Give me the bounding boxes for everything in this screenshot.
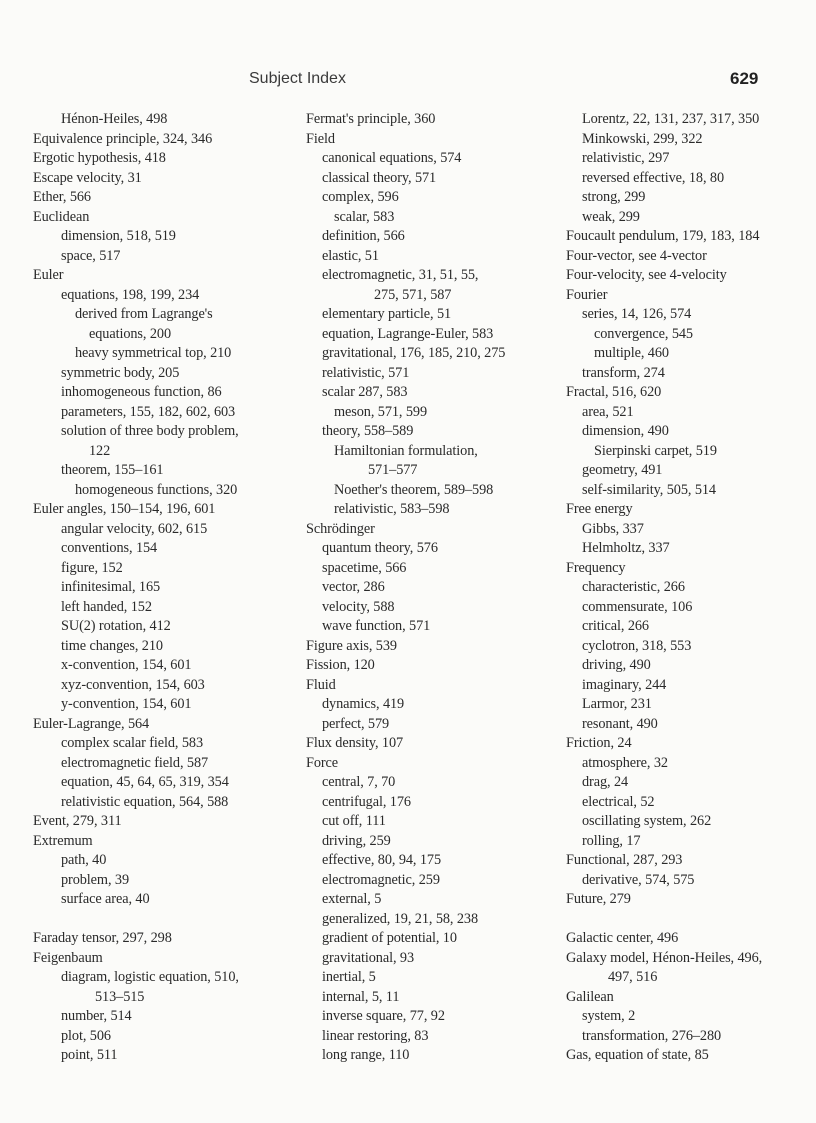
index-subentry: vector, 286 bbox=[322, 579, 385, 595]
index-subentry: conventions, 154 bbox=[61, 540, 158, 556]
section-gap bbox=[566, 910, 812, 930]
index-subentry: centrifugal, 176 bbox=[322, 793, 411, 810]
index-subentry: dimension, 518, 519 bbox=[61, 228, 176, 244]
index-subentry: parameters, 155, 182, 602, 603 bbox=[61, 403, 236, 420]
index-subentry: inhomogeneous function, 86 bbox=[61, 384, 222, 400]
index-subentry: canonical equations, 574 bbox=[322, 150, 462, 166]
running-header-title: Subject Index bbox=[249, 70, 346, 87]
index-entry: Fission, 120 bbox=[306, 657, 375, 673]
index-subentry: electromagnetic, 31, 51, 55, bbox=[322, 267, 479, 283]
index-subentry: number, 514 bbox=[61, 1008, 132, 1024]
index-subentry: 275, 571, 587 bbox=[374, 286, 452, 303]
index-entry: Euler angles, 150–154, 196, 601 bbox=[33, 501, 216, 517]
index-subentry: relativistic, 571 bbox=[322, 364, 410, 381]
index-subentry: complex, 596 bbox=[322, 189, 399, 205]
index-subentry: commensurate, 106 bbox=[582, 598, 693, 615]
index-entry: Galactic center, 496 bbox=[566, 930, 679, 946]
index-subentry: cut off, 111 bbox=[322, 813, 386, 829]
index-subentry: x-convention, 154, 601 bbox=[61, 657, 192, 673]
index-subentry: internal, 5, 11 bbox=[322, 988, 400, 1005]
index-entry: Galaxy model, Hénon-Heiles, 496, bbox=[566, 949, 763, 966]
index-subentry: homogeneous functions, 320 bbox=[75, 481, 238, 498]
index-column-1 bbox=[33, 110, 291, 1066]
index-entry: Schrödinger bbox=[306, 520, 375, 537]
index-subentry: Hénon-Heiles, 498 bbox=[61, 111, 168, 127]
index-entry: Fermat's principle, 360 bbox=[306, 111, 436, 127]
index-subentry: surface area, 40 bbox=[61, 891, 150, 907]
index-subentry: elementary particle, 51 bbox=[322, 306, 452, 322]
index-subentry: Sierpinski carpet, 519 bbox=[594, 442, 717, 459]
index-subentry: characteristic, 266 bbox=[582, 579, 685, 595]
index-entry: Equivalence principle, 324, 346 bbox=[33, 130, 213, 147]
index-subentry: driving, 490 bbox=[582, 657, 651, 673]
index-subentry: infinitesimal, 165 bbox=[61, 579, 161, 595]
index-subentry: space, 517 bbox=[61, 247, 121, 264]
index-subentry: path, 40 bbox=[61, 852, 107, 868]
index-entry: Ether, 566 bbox=[33, 189, 91, 205]
index-subentry: theorem, 155–161 bbox=[61, 462, 164, 478]
index-subentry: scalar, 583 bbox=[334, 208, 395, 225]
index-entry: Fluid bbox=[306, 676, 336, 693]
index-subentry: point, 511 bbox=[61, 1047, 118, 1063]
index-entry: Euler-Lagrange, 564 bbox=[33, 715, 150, 732]
index-subentry: effective, 80, 94, 175 bbox=[322, 852, 442, 868]
index-subentry: system, 2 bbox=[582, 1008, 636, 1024]
index-subentry: rolling, 17 bbox=[582, 832, 641, 849]
index-subentry: dynamics, 419 bbox=[322, 696, 405, 712]
index-subentry: velocity, 588 bbox=[322, 598, 395, 615]
index-subentry: generalized, 19, 21, 58, 238 bbox=[322, 910, 479, 927]
index-entry: Force bbox=[306, 754, 339, 771]
index-subentry: Helmholtz, 337 bbox=[582, 540, 670, 556]
index-subentry: 513–515 bbox=[95, 988, 145, 1005]
index-subentry: external, 5 bbox=[322, 891, 382, 907]
section-gap bbox=[33, 910, 291, 930]
index-subentry: reversed effective, 18, 80 bbox=[582, 169, 725, 186]
index-entry: Functional, 287, 293 bbox=[566, 852, 683, 868]
index-subentry: y-convention, 154, 601 bbox=[61, 696, 192, 712]
index-subentry: Larmor, 231 bbox=[582, 696, 652, 712]
index-subentry: relativistic equation, 564, 588 bbox=[61, 793, 229, 810]
index-subentry: convergence, 545 bbox=[594, 325, 693, 342]
index-subentry: imaginary, 244 bbox=[582, 676, 667, 693]
index-subentry: xyz-convention, 154, 603 bbox=[61, 676, 205, 693]
index-subentry: derivative, 574, 575 bbox=[582, 871, 695, 888]
index-entry: Event, 279, 311 bbox=[33, 813, 122, 829]
index-subentry: derived from Lagrange's bbox=[75, 306, 213, 322]
index-subentry: drag, 24 bbox=[582, 774, 629, 790]
index-subentry: strong, 299 bbox=[582, 189, 646, 205]
index-subentry: dimension, 490 bbox=[582, 423, 669, 439]
index-subentry: theory, 558–589 bbox=[322, 423, 414, 439]
index-subentry: self-similarity, 505, 514 bbox=[582, 481, 716, 498]
index-entry: Feigenbaum bbox=[33, 949, 103, 966]
index-entry: Flux density, 107 bbox=[306, 735, 404, 751]
index-subentry: series, 14, 126, 574 bbox=[582, 306, 692, 322]
index-subentry: central, 7, 70 bbox=[322, 774, 396, 790]
index-subentry: problem, 39 bbox=[61, 871, 129, 888]
index-subentry: plot, 506 bbox=[61, 1027, 111, 1044]
index-entry: Fourier bbox=[566, 286, 608, 303]
index-subentry: definition, 566 bbox=[322, 228, 405, 244]
index-subentry: angular velocity, 602, 615 bbox=[61, 520, 208, 537]
index-entry: Gas, equation of state, 85 bbox=[566, 1047, 709, 1063]
index-subentry: diagram, logistic equation, 510, bbox=[61, 969, 239, 985]
index-subentry: wave function, 571 bbox=[322, 618, 431, 634]
index-subentry: transform, 274 bbox=[582, 364, 665, 381]
index-entry: Ergotic hypothesis, 418 bbox=[33, 150, 166, 166]
index-subentry: relativistic, 583–598 bbox=[334, 501, 450, 517]
index-subentry: meson, 571, 599 bbox=[334, 403, 428, 420]
index-subentry: Minkowski, 299, 322 bbox=[582, 130, 703, 147]
index-subentry: atmosphere, 32 bbox=[582, 754, 668, 771]
index-subentry: 497, 516 bbox=[608, 969, 658, 985]
index-subentry: complex scalar field, 583 bbox=[61, 735, 204, 751]
index-subentry: electromagnetic field, 587 bbox=[61, 754, 209, 771]
index-entry: Escape velocity, 31 bbox=[33, 169, 142, 186]
index-subentry: critical, 266 bbox=[582, 618, 649, 634]
index-subentry: inertial, 5 bbox=[322, 969, 376, 985]
index-subentry: Noether's theorem, 589–598 bbox=[334, 481, 494, 498]
index-subentry: Hamiltonian formulation, bbox=[334, 442, 478, 459]
index-subentry: geometry, 491 bbox=[582, 462, 663, 478]
page-number: 629 bbox=[730, 69, 759, 88]
index-subentry: figure, 152 bbox=[61, 559, 123, 576]
index-subentry: weak, 299 bbox=[582, 208, 640, 225]
index-subentry: 122 bbox=[89, 442, 111, 459]
index-entry: Euclidean bbox=[33, 208, 90, 225]
index-subentry: gradient of potential, 10 bbox=[322, 930, 457, 946]
index-subentry: equations, 198, 199, 234 bbox=[61, 286, 200, 303]
index-subentry: equation, Lagrange-Euler, 583 bbox=[322, 325, 494, 342]
index-subentry: perfect, 579 bbox=[322, 715, 390, 732]
index-subentry: elastic, 51 bbox=[322, 247, 379, 264]
index-subentry: SU(2) rotation, 412 bbox=[61, 618, 171, 634]
index-subentry: heavy symmetrical top, 210 bbox=[75, 345, 232, 361]
index-column-3 bbox=[566, 110, 812, 1066]
index-subentry: electromagnetic, 259 bbox=[322, 871, 440, 888]
index-entry: Figure axis, 539 bbox=[306, 637, 397, 654]
index-subentry: equation, 45, 64, 65, 319, 354 bbox=[61, 774, 229, 790]
index-entry: Field bbox=[306, 130, 335, 147]
index-entry: Future, 279 bbox=[566, 891, 631, 907]
index-subentry: linear restoring, 83 bbox=[322, 1027, 429, 1044]
index-subentry: area, 521 bbox=[582, 403, 634, 420]
index-entry: Friction, 24 bbox=[566, 735, 632, 751]
index-subentry: electrical, 52 bbox=[582, 793, 655, 810]
index-entry: Extremum bbox=[33, 832, 93, 849]
index-entry: Foucault pendulum, 179, 183, 184 bbox=[566, 228, 760, 244]
index-column-2 bbox=[306, 110, 564, 1066]
index-subentry: 571–577 bbox=[368, 462, 418, 478]
index-subentry: equations, 200 bbox=[89, 325, 171, 342]
index-subentry: multiple, 460 bbox=[594, 345, 669, 361]
index-subentry: classical theory, 571 bbox=[322, 169, 437, 186]
index-subentry: time changes, 210 bbox=[61, 637, 163, 654]
index-entry: Four-vector, see 4-vector bbox=[566, 247, 707, 264]
index-entry: Free energy bbox=[566, 501, 633, 517]
index-subentry: Gibbs, 337 bbox=[582, 520, 644, 537]
index-subentry: resonant, 490 bbox=[582, 715, 658, 732]
index-subentry: quantum theory, 576 bbox=[322, 540, 438, 556]
index-subentry: scalar 287, 583 bbox=[322, 384, 408, 400]
index-subentry: gravitational, 93 bbox=[322, 949, 414, 966]
index-subentry: driving, 259 bbox=[322, 832, 391, 849]
index-subentry: gravitational, 176, 185, 210, 275 bbox=[322, 345, 506, 361]
index-entry: Euler bbox=[33, 267, 64, 283]
index-subentry: spacetime, 566 bbox=[322, 559, 407, 576]
index-subentry: relativistic, 297 bbox=[582, 150, 670, 166]
index-subentry: long range, 110 bbox=[322, 1047, 410, 1063]
index-subentry: oscillating system, 262 bbox=[582, 813, 712, 829]
index-entry: Four-velocity, see 4-velocity bbox=[566, 267, 727, 283]
index-subentry: inverse square, 77, 92 bbox=[322, 1008, 445, 1024]
index-subentry: solution of three body problem, bbox=[61, 423, 239, 439]
index-subentry: cyclotron, 318, 553 bbox=[582, 637, 692, 654]
index-entry: Faraday tensor, 297, 298 bbox=[33, 930, 172, 946]
index-subentry: transformation, 276–280 bbox=[582, 1027, 722, 1044]
index-subentry: left handed, 152 bbox=[61, 598, 152, 615]
index-subentry: Lorentz, 22, 131, 237, 317, 350 bbox=[582, 111, 760, 127]
index-entry: Galilean bbox=[566, 988, 614, 1005]
index-subentry: symmetric body, 205 bbox=[61, 364, 180, 381]
index-entry: Frequency bbox=[566, 559, 626, 576]
index-entry: Fractal, 516, 620 bbox=[566, 384, 662, 400]
